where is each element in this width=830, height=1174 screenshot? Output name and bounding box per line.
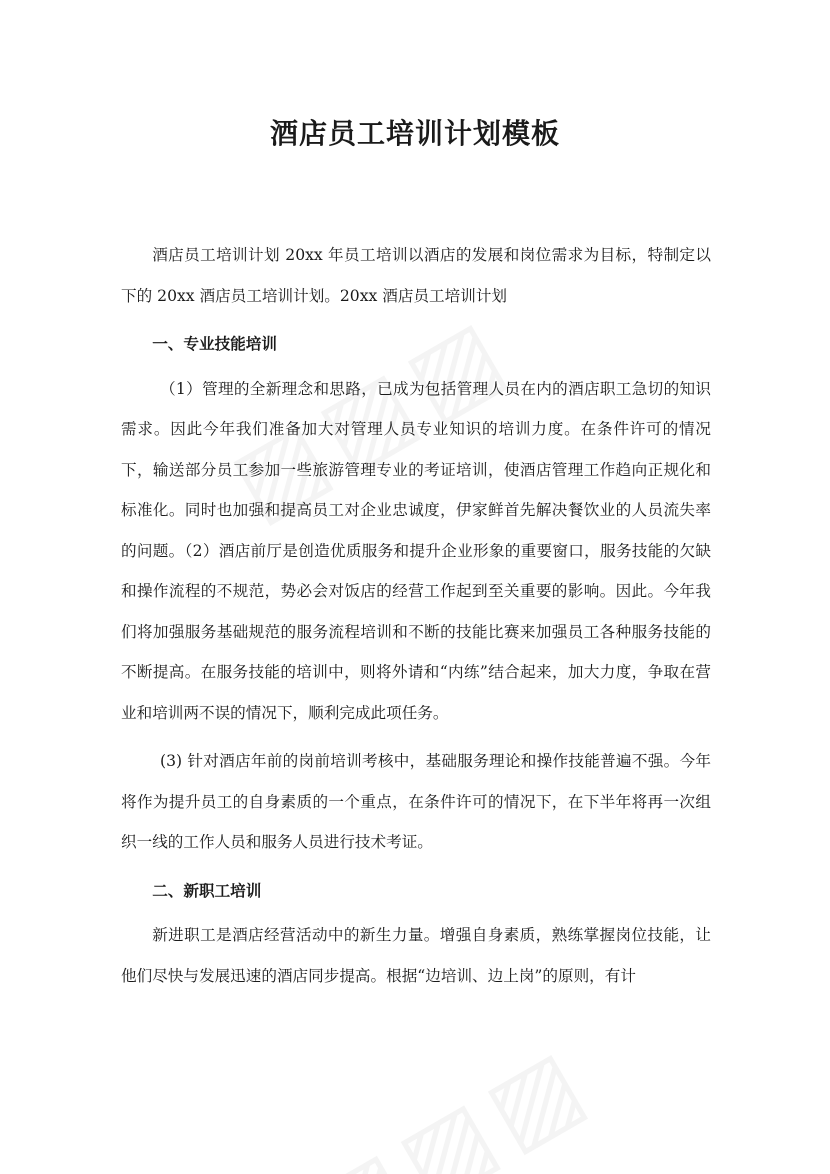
document-body bbox=[121, 235, 711, 996]
section-heading-1: 一、专业技能培训 bbox=[152, 334, 277, 353]
section1-paragraph-2: (3) 针对酒店年前的岗前培训考核中，基础服务理论和操作技能普遍不强。今年将作为提升员工的自身素质的一个重点，在条件许可的情况下，在下半年将再一次组织一线的工作人员和服务人员进行技术考证。 bbox=[121, 752, 711, 851]
watermark bbox=[292, 1022, 610, 1174]
section1-paragraph-1: （1）管理的全新理念和思路，已成为包括管理人员在内的酒店职工急切的知识需求。因此今年我们准备加大对管理人员专业知识的培训力度。在条件许可的情况下，输送部分员工参加一些旅游管理专业的考证培训，使酒店管理工作趋向正规化和标准化。同时也加强和提高员工对企业忠诚度，伊家鲜首先解决餐饮业的人员流失率的问题。（2）酒店前厅是创造优质服务和提升企业形象的重要窗口，服务技能的欠缺和操作流程的不规范，势必会对饭店的经营工作起到至关重要的影响。因此。今年我们将加强服务基础规范的服务流程培训和不断的技能比赛来加强员工各种服务技能的不断提高。在服务技能的培训中，则将外请和“内练”结合起来，加大力度，争取在营业和培训两不误的情况下，顺利完成此项任务。 bbox=[121, 379, 711, 722]
section2-paragraph-1: 新进职工是酒店经营活动中的新生力量。增强自身素质，熟练掌握岗位技能，让他们尽快与发展迅速的酒店同步提高。根据“边培训、边上岗”的原则，有计 bbox=[121, 926, 711, 985]
intro-paragraph: 酒店员工培训计划 20xx 年员工培训以酒店的发展和岗位需求为目标，特制定以下的 20xx 酒店员工培训计划。20xx 酒店员工培训计划 bbox=[121, 246, 711, 305]
page-title: 酒店员工培训计划模板 bbox=[269, 117, 560, 150]
section-heading-2: 二、新职工培训 bbox=[152, 880, 262, 900]
